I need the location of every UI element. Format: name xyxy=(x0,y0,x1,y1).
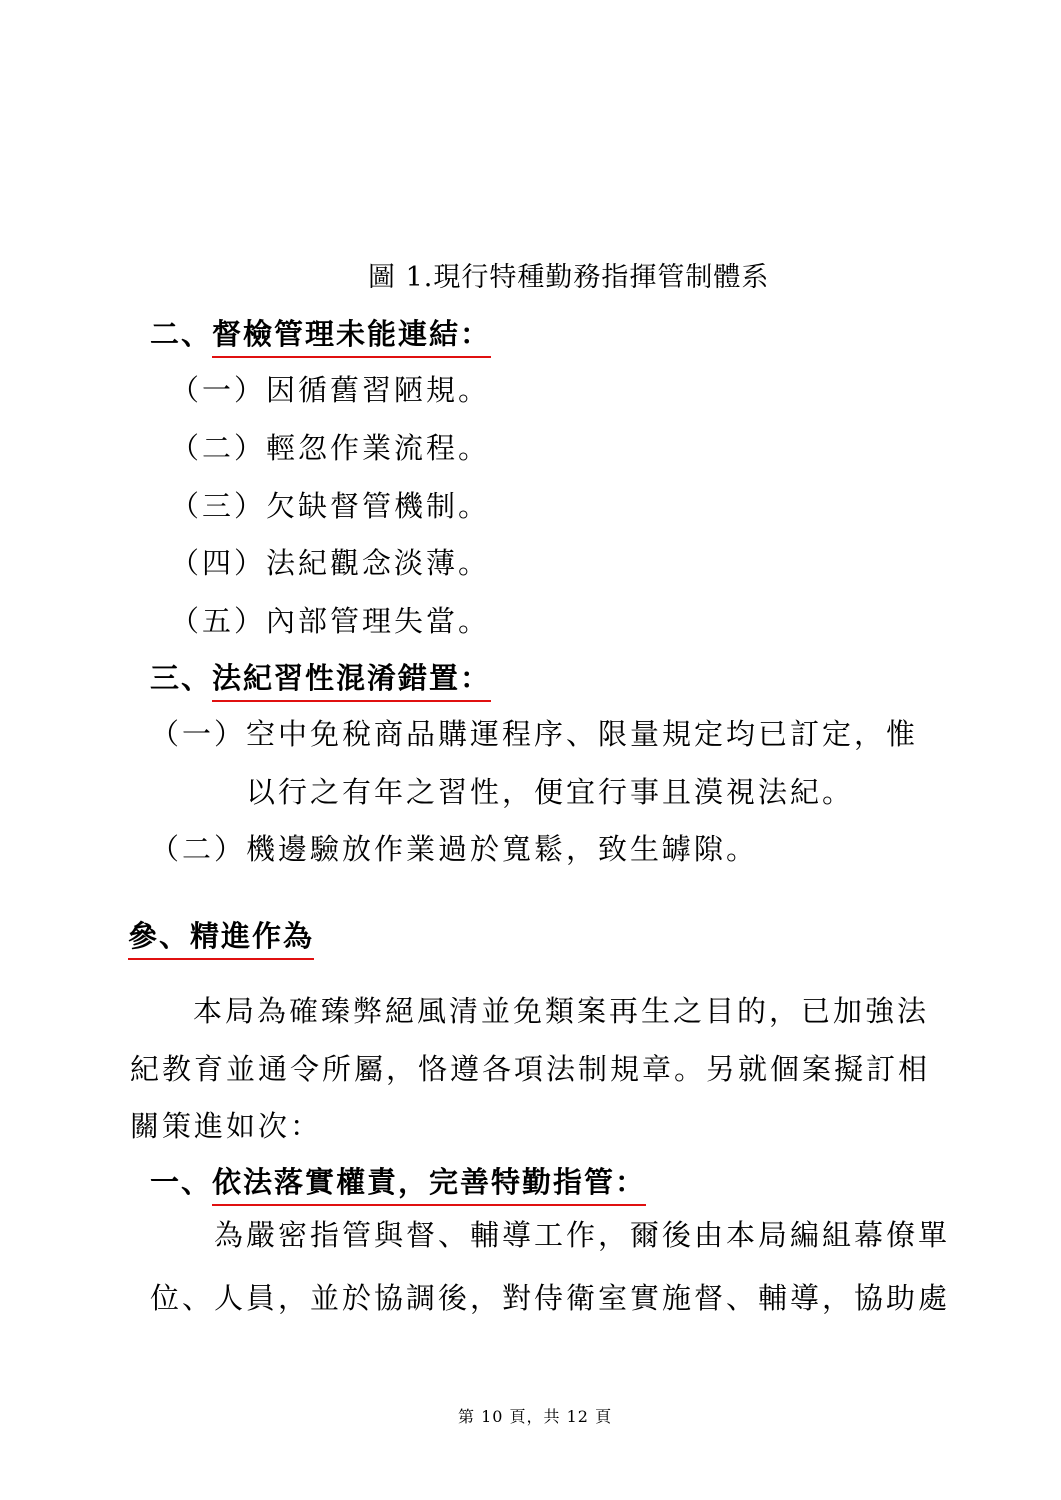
section-3-item-2: （二）機邊驗放作業過於寬鬆，致生罅隙。 xyxy=(150,832,759,866)
section-3-item-1-line-1: （一）空中免稅商品購運程序、限量規定均已訂定，惟 xyxy=(150,717,919,751)
intro-paragraph-line-3: 關策進如次： xyxy=(130,1109,323,1143)
subsection-1-line-2: 位、人員，並於協調後，對侍衛室實施督、輔導，協助處 xyxy=(150,1281,951,1315)
intro-paragraph-line-1: 本局為確臻弊絕風清並免類案再生之目的，已加強法 xyxy=(193,994,930,1028)
section-2-heading xyxy=(150,314,491,358)
section-3-heading xyxy=(150,658,491,702)
section-2-prefix: 二、 xyxy=(150,317,213,351)
section-2-item-5: （五）內部管理失當。 xyxy=(170,604,491,638)
section-2-item-3: （三）欠缺督管機制。 xyxy=(170,489,491,523)
page-number-footer: 第 10 頁，共 12 頁 xyxy=(458,1407,613,1426)
section-3-heading-text: 法紀習性混淆錯置： xyxy=(212,658,491,702)
subsection-1-line-1: 為嚴密指管與督、輔導工作，爾後由本局編組幕僚單 xyxy=(214,1218,951,1252)
subsection-1-prefix: 一、 xyxy=(150,1165,213,1199)
section-3-prefix: 三、 xyxy=(150,661,213,695)
figure-caption: 圖 1.現行特種勤務指揮管制體系 xyxy=(368,262,770,293)
section-2-item-1: （一）因循舊習陋規。 xyxy=(170,373,491,407)
section-2-heading-text: 督檢管理未能連結： xyxy=(212,314,491,358)
section-3-item-1-line-2: 以行之有年之習性，便宜行事且漠視法紀。 xyxy=(246,775,855,809)
section-2-item-2: （二）輕忽作業流程。 xyxy=(170,431,491,465)
part-3-heading-text: 參、精進作為 xyxy=(128,916,314,960)
part-3-heading xyxy=(128,916,314,960)
section-2-item-4: （四）法紀觀念淡薄。 xyxy=(170,546,491,580)
subsection-1-heading-text: 依法落實權責，完善特勤指管： xyxy=(212,1162,646,1206)
intro-paragraph-line-2: 紀教育並通令所屬，恪遵各項法制規章。另就個案擬訂相 xyxy=(130,1052,931,1086)
subsection-1-heading xyxy=(150,1162,646,1206)
